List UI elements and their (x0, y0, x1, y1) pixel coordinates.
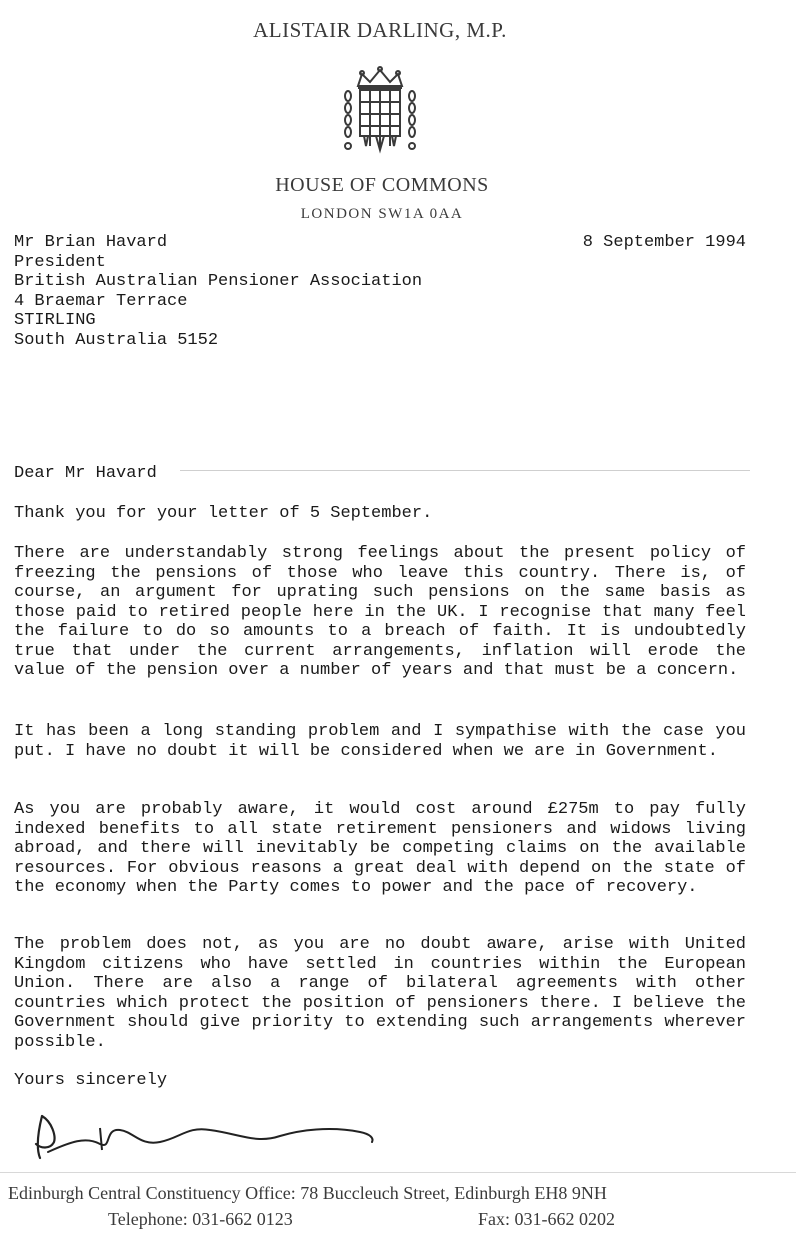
letterhead-name: ALISTAIR DARLING, M.P. (253, 18, 507, 42)
fax: Fax: 031-662 0202 (478, 1209, 615, 1229)
paragraph: The problem does not, as you are no doubt aware, arise with United Kingdom citizens who have settled in countries within the European Union. There are also a range of bilateral agreements with other countries which protect the position of pensioners there. I believe the Government should give priority to extending such arrangements wherever possible. (14, 935, 746, 1052)
paragraph: There are understandably strong feelings about the present policy of freezing the pensions of those who leave this country. There is, of course, an argument for uprating such pensions on the same basis as those paid to retired people here in the UK. I recognise that many feel the failure to do so amounts to a breach of faith. It is undoubtedly true that under the current arrangements, inflation will erode the value of the pension over a number of years and that must be a concern. (14, 544, 746, 680)
telephone: Telephone: 031-662 0123 (108, 1209, 293, 1229)
paragraph: As you are probably aware, it would cost around £275m to pay fully indexed benefits to all state retirement pensioners and widows living abroad, and there will inevitably be competing claims on the available resources. For obvious reasons a great deal with depend on the state of the economy when the Party comes to power and the pace of recovery. (14, 800, 746, 897)
recipient-line: Mr Brian Havard (14, 233, 168, 252)
salutation: Dear Mr Havard (14, 464, 157, 483)
portcullis-icon (340, 66, 420, 158)
footer-divider (0, 1172, 796, 1173)
letter-date: 8 September 1994 (582, 233, 746, 252)
recipient-address (14, 233, 422, 350)
recipient-line: STIRLING (14, 311, 96, 330)
closing: Yours sincerely (14, 1071, 168, 1090)
signature (30, 1108, 380, 1168)
paragraph: It has been a long standing problem and I sympathise with the case you put. I have no doubt it will be considered when we are in Government. (14, 722, 746, 761)
letterhead-address: LONDON SW1A 0AA (300, 206, 464, 222)
recipient-line: South Australia 5152 (14, 330, 219, 350)
divider (180, 470, 750, 471)
constituency-office: Edinburgh Central Constituency Office: 78 Buccleuch Street, Edinburgh EH8 9NH (8, 1183, 607, 1203)
house-of-commons-title: HOUSE OF COMMONS (275, 174, 489, 196)
recipient-line: 4 Braemar Terrace (14, 291, 188, 311)
recipient-line: President (14, 252, 106, 272)
paragraph: Thank you for your letter of 5 September. (14, 504, 433, 523)
recipient-line: British Australian Pensioner Association (14, 272, 423, 291)
